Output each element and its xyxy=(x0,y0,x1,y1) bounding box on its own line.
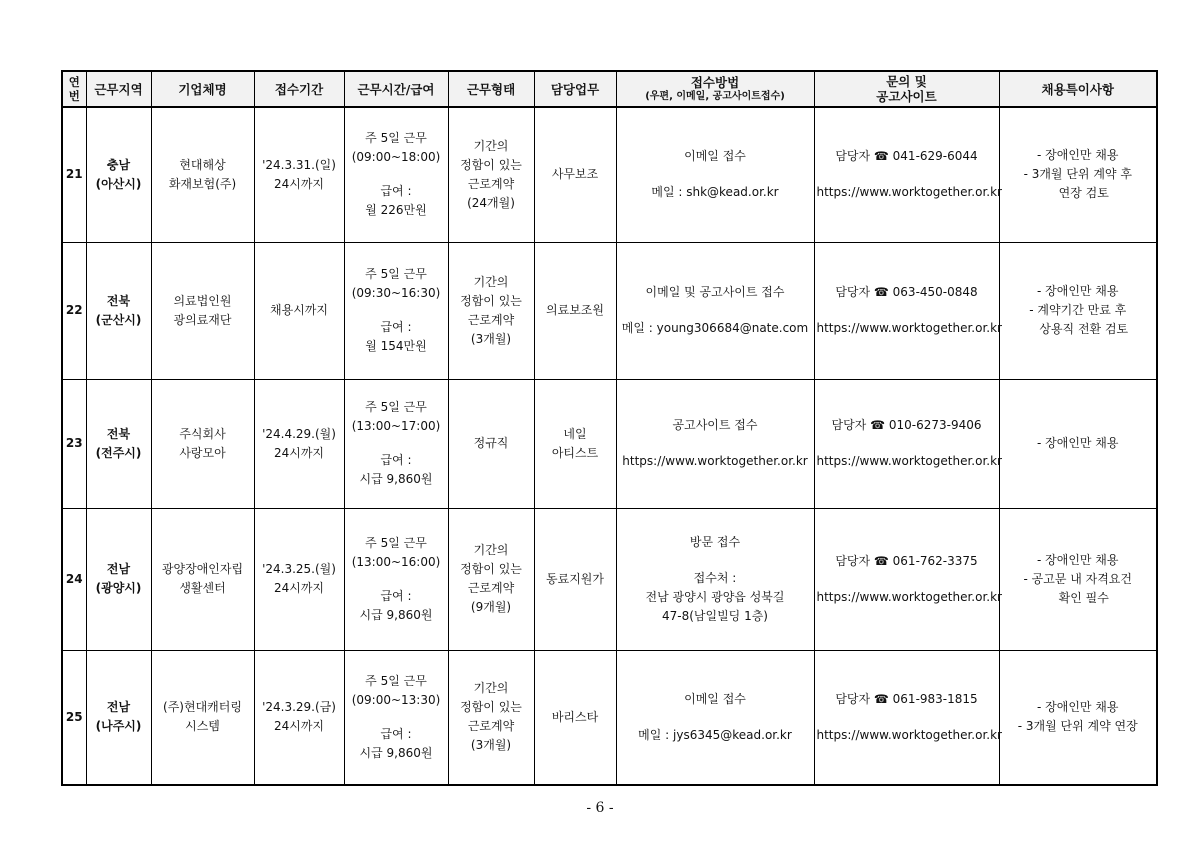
period-cell xyxy=(254,508,344,650)
table-header-row xyxy=(62,71,1157,107)
employment-type-cell xyxy=(448,379,534,508)
header-method-sub: (우편, 이메일, 공고사이트접수) xyxy=(645,91,785,102)
contact-phone: 담당자 ☎ 041-629-6044 xyxy=(835,149,978,164)
note-item: - 3개월 단위 계약 후 xyxy=(1023,167,1132,182)
table-row xyxy=(62,379,1157,508)
company-name-line2: 시스템 xyxy=(185,719,220,734)
hours-pay-cell xyxy=(344,379,448,508)
header-no: 연번 xyxy=(62,71,86,107)
job-listing-table xyxy=(61,70,1158,786)
method-cell xyxy=(616,508,814,650)
row-number: 23 xyxy=(62,379,86,508)
note-item: - 3개월 단위 계약 연장 xyxy=(1017,719,1138,734)
row-number: 22 xyxy=(62,242,86,379)
duty-text-line2: 아티스트 xyxy=(551,445,599,460)
company-cell xyxy=(151,650,254,785)
note-item: 연장 검토 xyxy=(1058,186,1109,201)
company-name-line2: 생활센터 xyxy=(179,581,226,595)
region-city: (광양시) xyxy=(95,581,142,595)
employment-type-line3: 근로계약 xyxy=(467,719,515,734)
company-name-line1: 광양장애인자립 xyxy=(161,562,244,576)
duty-cell xyxy=(534,107,616,242)
contact-cell xyxy=(814,650,1002,785)
work-hours: (13:00~16:00) xyxy=(351,554,441,569)
employment-type-line1: 정규직 xyxy=(473,436,509,450)
note-item: - 계약기간 만료 후 xyxy=(1029,303,1127,317)
company-name-line2: 광의료재단 xyxy=(173,312,232,327)
header-contact-line2: 공고사이트 xyxy=(876,89,937,104)
region-name: 전남 xyxy=(106,700,131,715)
company-name-line2: 화재보험(주) xyxy=(168,176,237,191)
table-row xyxy=(62,508,1157,650)
work-hours: (09:30~16:30) xyxy=(351,286,441,300)
header-method xyxy=(616,71,814,107)
period-time: 24시까지 xyxy=(273,176,325,191)
employment-type-line2: 정함이 있는 xyxy=(460,157,522,172)
company-name-line1: 의료법인원 xyxy=(173,293,232,308)
employment-type-line2: 정함이 있는 xyxy=(460,293,522,308)
note-item: 상용직 전환 검토 xyxy=(1039,322,1129,336)
row-number: 25 xyxy=(62,650,86,785)
method-address-line2: 47-8(남일빌딩 1층) xyxy=(661,608,768,623)
work-days: 주 5일 근무 xyxy=(365,535,427,550)
duty-text: 동료지원가 xyxy=(546,571,604,586)
note-item: - 장애인만 채용 xyxy=(1036,552,1119,567)
company-name-line2: 사랑모아 xyxy=(179,445,226,460)
duty-cell xyxy=(534,650,616,785)
notes-cell xyxy=(999,107,1157,242)
employment-type-line4: (9개월) xyxy=(470,600,512,614)
region-name: 전북 xyxy=(106,293,131,308)
period-date: '24.3.25.(월) xyxy=(262,562,336,576)
table-row xyxy=(62,650,1157,785)
duty-text: 사무보조 xyxy=(551,167,599,182)
method-type: 이메일 및 공고사이트 접수 xyxy=(645,285,785,299)
duty-cell xyxy=(534,379,616,508)
note-item: - 장애인만 채용 xyxy=(1036,700,1119,715)
method-site-link[interactable]: https://www.worktogether.or.kr xyxy=(622,454,808,468)
notes-cell xyxy=(999,379,1157,508)
header-period: 접수기간 xyxy=(254,71,344,107)
header-region: 근무지역 xyxy=(86,71,151,107)
hours-pay-cell xyxy=(344,650,448,785)
method-email[interactable]: 메일 : young306684@nate.com xyxy=(621,321,809,335)
duty-text: 네일 xyxy=(563,426,587,441)
contact-phone: 담당자 ☎ 063-450-0848 xyxy=(835,285,978,299)
pay-label: 급여 : xyxy=(380,320,412,334)
table-row xyxy=(62,107,1157,242)
period-cell xyxy=(254,242,344,379)
work-days: 주 5일 근무 xyxy=(365,267,427,281)
employment-type-line4: (3개월) xyxy=(470,331,512,346)
notes-cell xyxy=(999,242,1157,379)
contact-site-link[interactable]: https://www.worktogether.or.kr xyxy=(816,454,1002,468)
period-date: 채용시까지 xyxy=(270,303,328,317)
method-cell xyxy=(616,650,814,785)
work-hours: (09:00~13:30) xyxy=(351,692,441,707)
method-address-label: 접수처 : xyxy=(693,570,737,585)
work-hours: (13:00~17:00) xyxy=(351,419,441,433)
region-cell xyxy=(86,107,151,242)
table-row xyxy=(62,242,1157,379)
hours-pay-cell xyxy=(344,508,448,650)
period-date: '24.4.29.(월) xyxy=(262,426,336,441)
work-hours: (09:00~18:00) xyxy=(351,150,441,165)
contact-cell xyxy=(814,379,1002,508)
region-city: (아산시) xyxy=(95,176,142,191)
region-name: 전북 xyxy=(106,426,131,441)
pay-label: 급여 : xyxy=(380,726,412,741)
duty-cell xyxy=(534,242,616,379)
note-item: - 장애인만 채용 xyxy=(1036,436,1119,450)
employment-type-line1: 기간의 xyxy=(473,274,509,289)
period-cell xyxy=(254,650,344,785)
method-type: 공고사이트 접수 xyxy=(672,418,758,432)
contact-phone: 담당자 ☎ 061-983-1815 xyxy=(835,691,978,706)
company-cell xyxy=(151,379,254,508)
company-name-line1: (주)현대캐터링 xyxy=(163,700,242,715)
period-time: 24시까지 xyxy=(273,719,325,734)
contact-site-link[interactable]: https://www.worktogether.or.kr xyxy=(816,589,1002,604)
employment-type-line1: 기간의 xyxy=(473,138,509,153)
hours-pay-cell xyxy=(344,242,448,379)
employment-type-cell xyxy=(448,508,534,650)
pay-amount: 시급 9,860원 xyxy=(359,745,433,760)
period-time: 24시까지 xyxy=(273,581,325,595)
duty-cell xyxy=(534,508,616,650)
note-item: - 공고문 내 자격요건 xyxy=(1023,571,1132,586)
region-cell xyxy=(86,508,151,650)
region-city: (전주시) xyxy=(95,445,142,460)
header-duty: 담당업무 xyxy=(534,71,616,107)
header-contact xyxy=(814,71,999,107)
contact-cell xyxy=(814,508,1002,650)
method-type: 이메일 접수 xyxy=(684,691,746,706)
method-type: 이메일 접수 xyxy=(684,149,746,164)
company-name-line1: 현대해상 xyxy=(179,157,226,172)
contact-cell xyxy=(814,107,1002,242)
pay-amount: 월 154만원 xyxy=(365,339,427,353)
pay-label: 급여 : xyxy=(380,184,412,199)
method-email[interactable]: 메일 : jys6345@kead.or.kr xyxy=(638,727,792,742)
employment-type-line1: 기간의 xyxy=(473,681,509,696)
method-cell xyxy=(616,379,814,508)
employment-type-line4: (3개월) xyxy=(470,738,512,753)
header-method-label: 접수방법 xyxy=(690,75,740,90)
employment-type-line4: (24개월) xyxy=(467,195,515,210)
contact-phone: 담당자 ☎ 010-6273-9406 xyxy=(831,418,982,432)
work-days: 주 5일 근무 xyxy=(365,131,427,146)
method-cell xyxy=(616,242,814,379)
method-address: 전남 광양시 광양읍 성북길 xyxy=(645,589,785,604)
company-cell xyxy=(151,242,254,379)
method-email[interactable]: 메일 : shk@kead.or.kr xyxy=(651,185,779,200)
duty-text: 의료보조원 xyxy=(546,303,604,317)
region-city: (나주시) xyxy=(95,719,142,734)
pay-amount: 시급 9,860원 xyxy=(359,472,433,486)
company-cell xyxy=(151,508,254,650)
pay-label: 급여 : xyxy=(380,453,412,467)
contact-cell xyxy=(814,242,1002,379)
period-cell xyxy=(254,379,344,508)
duty-text: 바리스타 xyxy=(551,709,599,724)
row-number: 24 xyxy=(62,508,86,650)
header-company: 기업체명 xyxy=(151,71,254,107)
region-cell xyxy=(86,242,151,379)
note-item: - 장애인만 채용 xyxy=(1036,284,1119,298)
region-name: 충남 xyxy=(106,157,131,172)
region-cell xyxy=(86,650,151,785)
contact-site-link[interactable]: https://www.worktogether.or.kr xyxy=(816,185,1002,200)
contact-site-link[interactable]: https://www.worktogether.or.kr xyxy=(816,727,1002,742)
period-date: '24.3.29.(금) xyxy=(262,700,336,715)
contact-phone: 담당자 ☎ 061-762-3375 xyxy=(835,553,978,568)
header-hours-pay: 근무시간/급여 xyxy=(344,71,448,107)
hours-pay-cell xyxy=(344,107,448,242)
method-type: 방문 접수 xyxy=(689,534,741,549)
header-employment-type: 근무형태 xyxy=(448,71,534,107)
region-city: (군산시) xyxy=(95,312,142,327)
pay-amount: 시급 9,860원 xyxy=(359,607,433,622)
employment-type-line3: 근로계약 xyxy=(467,176,515,191)
notes-cell xyxy=(999,650,1157,785)
note-item: 확인 필수 xyxy=(1058,590,1109,605)
header-contact-line1: 문의 및 xyxy=(886,74,927,89)
employment-type-cell xyxy=(448,650,534,785)
method-cell xyxy=(616,107,814,242)
work-days: 주 5일 근무 xyxy=(365,673,427,688)
work-days: 주 5일 근무 xyxy=(365,400,427,414)
employment-type-line3: 근로계약 xyxy=(467,312,515,327)
notes-cell xyxy=(999,508,1157,650)
region-cell xyxy=(86,379,151,508)
period-date: '24.3.31.(일) xyxy=(262,157,336,172)
company-cell xyxy=(151,107,254,242)
employment-type-cell xyxy=(448,242,534,379)
period-time: 24시까지 xyxy=(273,445,325,460)
pay-label: 급여 : xyxy=(380,588,412,603)
page-number: - 6 - xyxy=(586,800,614,816)
employment-type-cell xyxy=(448,107,534,242)
employment-type-line3: 근로계약 xyxy=(467,581,515,595)
note-item: - 장애인만 채용 xyxy=(1036,148,1119,163)
region-name: 전남 xyxy=(106,562,131,576)
employment-type-line2: 정함이 있는 xyxy=(460,700,522,715)
company-name-line1: 주식회사 xyxy=(179,426,226,441)
employment-type-line2: 정함이 있는 xyxy=(460,562,522,576)
period-cell xyxy=(254,107,344,242)
header-notes: 채용특이사항 xyxy=(999,71,1157,107)
pay-amount: 월 226만원 xyxy=(365,203,427,218)
row-number: 21 xyxy=(62,107,86,242)
contact-site-link[interactable]: https://www.worktogether.or.kr xyxy=(816,321,1002,335)
employment-type-line1: 기간의 xyxy=(473,543,509,557)
